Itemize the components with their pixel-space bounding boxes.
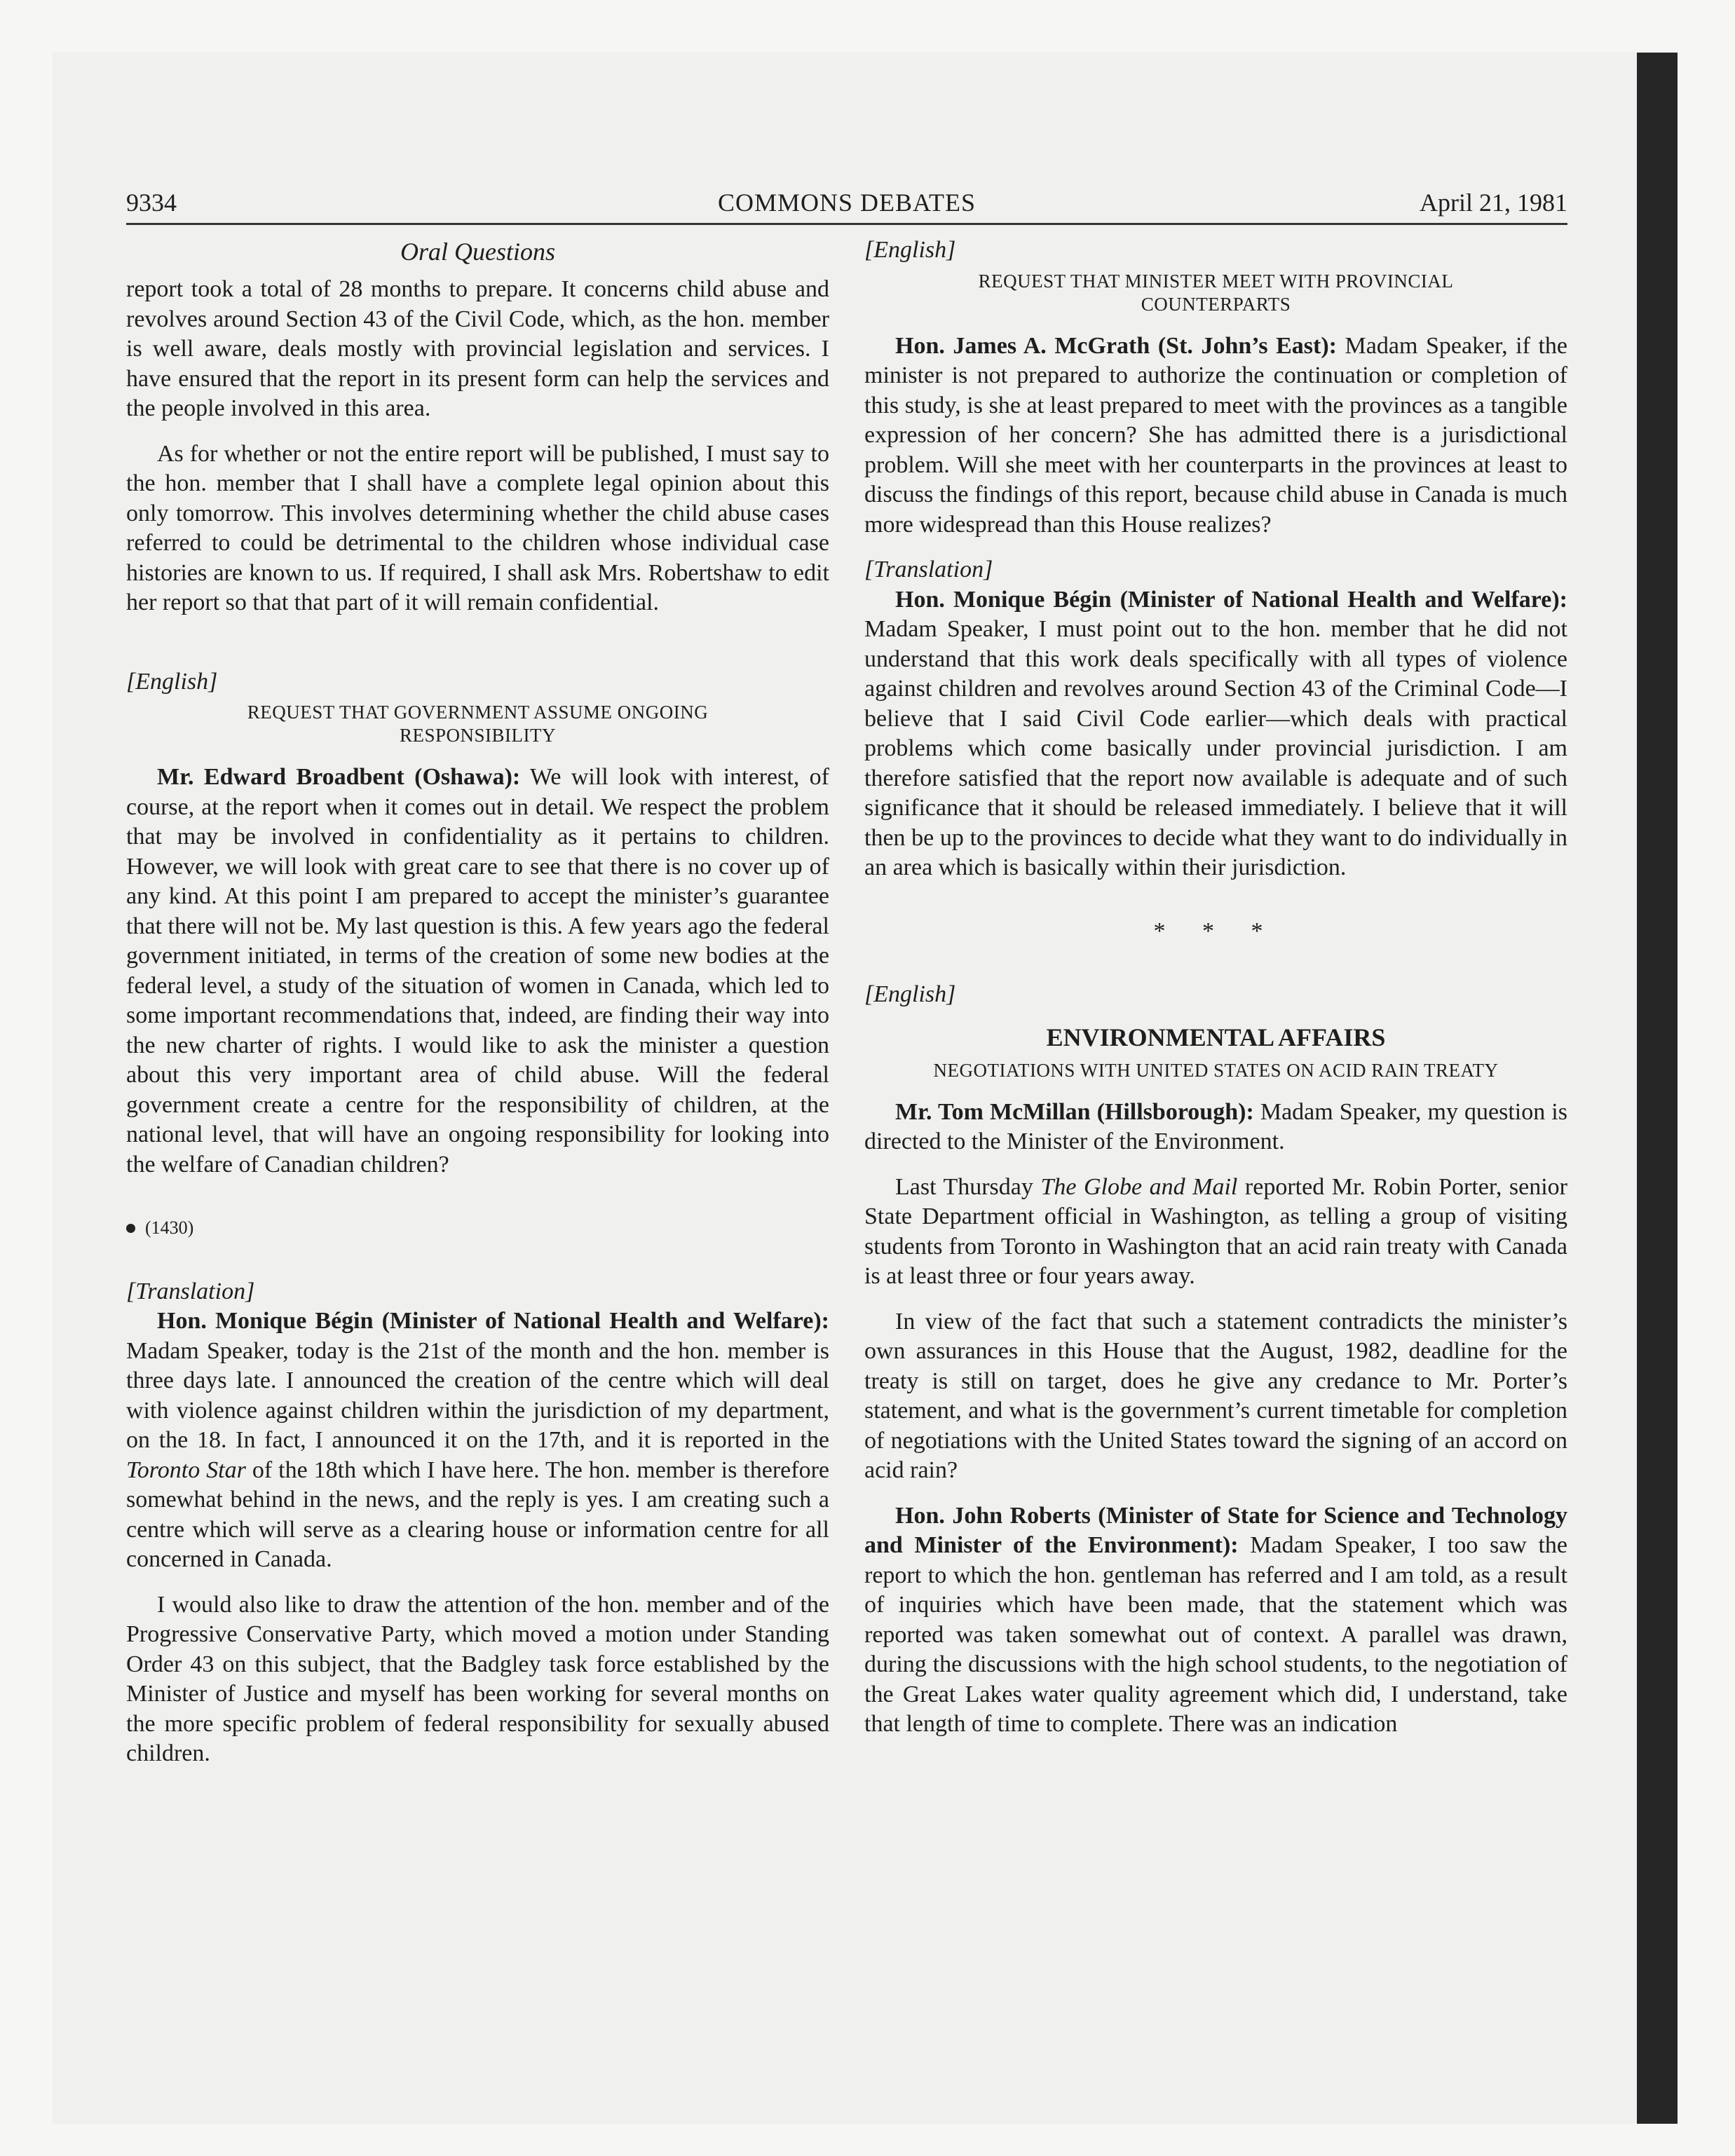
speaker-name: Hon. John Roberts (Minister of State for Science and Technology and Minister of the Environment): <box>864 1502 1567 1558</box>
speech-text: Madam Speaker, if the minister is not prepared to authorize the continuation or completion of this study, is she at least prepared to meet with the provinces as a tangible expression of her concern? She has admitted there is a jurisdictional problem. Will she meet with her counterparts in the provinces at least to discuss the findings of this report, because child abuse in Canada is much more widespread than this House realizes? <box>864 332 1567 538</box>
paragraph <box>864 1173 1567 1292</box>
speech-text: Madam Speaker, my question is directed to the Minister of the Environment. <box>864 1098 1567 1154</box>
paragraph-text: reported Mr. Robin Porter, senior State Department official in Washington, as telling a group of visiting students from Toronto in Washington that an acid rain treaty with Canada is at least three or four years away. <box>864 1173 1567 1289</box>
speech-text: Madam Speaker, today is the 21st of the month and the hon. member is three days late. I announced the creation of the centre which will deal with violence against children within the jurisdiction of my department, on the 18. In fact, I announced it on the 17th, and it is reported in the <box>126 1337 829 1453</box>
newspaper-title: The Globe and Mail <box>1040 1173 1238 1200</box>
section-subheading: NEGOTIATIONS WITH UNITED STATES ON ACID RAIN TREATY <box>933 1059 1499 1081</box>
page-header <box>126 188 1567 223</box>
publication-title: COMMONS DEBATES <box>717 189 977 217</box>
time-marker-text: (1430) <box>145 1217 194 1238</box>
speech-paragraph <box>864 1501 1567 1740</box>
language-tag: [Translation] <box>126 1278 255 1304</box>
paragraph-text: Last Thursday <box>895 1173 1041 1200</box>
section-heading: ENVIRONMENTAL AFFAIRS <box>1046 1023 1386 1051</box>
newspaper-title: Toronto Star <box>126 1456 246 1483</box>
time-marker <box>126 1213 829 1243</box>
paragraph: In view of the fact that such a statement contradicts the minister’s own assurances in this House that the August, 1982, deadline for the treaty is still on target, does he give any credance to Mr. Porter’s statement, and what is the government’s current timetable for completion of negotiations with the United States toward the signing of an accord on acid rain? <box>864 1308 1567 1483</box>
language-tag: [Translation] <box>864 557 993 582</box>
paragraph: As for whether or not the entire report will be published, I must say to the hon. member that I shall have a complete legal opinion about this only tomorrow. This involves determining whether the child abuse cases referred to could be detrimental to the children whose individual case histories are known to us. If required, I shall ask Mrs. Robertshaw to edit her report so that that part of it will remain confidential. <box>126 440 829 615</box>
bullet-icon <box>126 1224 135 1233</box>
speech-text: Madam Speaker, I must point out to the hon. member that he did not understand that this work deals specifically with all types of violence against children and revolves around Section 43 of the Criminal Code—I believe that I said Civil Code earlier—which deals with practical problems which come basically under provincial jurisdiction. I am therefore satisfied that the report now available is adequate and of such significance that it should be released immediately. I believe that it will then be up to the provinces to decide what they want to do individually in an area which is basically within their jurisdiction. <box>864 616 1567 880</box>
speech-paragraph <box>864 585 1567 883</box>
paragraph: I would also like to draw the attention of the hon. member and of the Progressive Conservative Party, which moved a motion under Standing Order 43 on this subject, that the Badgley task force established by the Minister of Justice and myself has been working for several months on the more specific problem of federal responsibility for sexually abused children. <box>126 1591 829 1766</box>
speech-paragraph <box>864 1098 1567 1157</box>
speaker-name: Hon. Monique Bégin (Minister of National Health and Welfare): <box>157 1308 829 1334</box>
speech-text: We will look with interest, of course, at the report when it comes out in detail. We respect the problem that may be involved in confidentiality as it pertains to children. However, we will look with great care to see that there is no cover up of any kind. At this point I am prepared to accept the minister’s guarantee that there will not be. My last question is this. A few years ago the federal government initiated, in terms of the creation of some new bodies at the federal level, a study of the situation of women in Canada, which led to some important recommendations that, indeed, are finding their way into the new charter of rights. I would like to ask the minister a question about this very important area of child abuse. Will the federal government create a centre for the responsibility of children, at the national level, that will have an ongoing responsibility for looking into the welfare of Canadian children? <box>126 764 830 1178</box>
speech-paragraph <box>126 763 829 1180</box>
speaker-name: Mr. Tom McMillan (Hillsborough): <box>895 1098 1254 1125</box>
header-rule <box>126 223 1567 225</box>
speech-paragraph <box>864 332 1567 540</box>
left-column <box>126 236 829 1769</box>
speech-paragraph <box>126 1306 829 1575</box>
right-column <box>864 236 1567 1740</box>
language-tag: [English] <box>864 981 956 1007</box>
language-tag: [English] <box>864 237 956 263</box>
page-number: 9334 <box>126 189 177 217</box>
speaker-name: Mr. Edward Broadbent (Oshawa): <box>157 764 521 790</box>
speech-text: Madam Speaker, I too saw the report to which the hon. gentleman has referred and I am told, as a result of inquiries which have been made, that the statement which was reported was taken somewhat out of context. A parallel was drawn, during the discussions with the high school students, to the negotiation of the Great Lakes water quality agreement which did, I understand, take that length of time to complete. There was an indication <box>864 1532 1567 1737</box>
speech-text: of the 18th which I have here. The hon. member is therefore somewhat behind in the news, and the reply is yes. I am creating such a centre which will serve as a clearing house or information centre for all concerned in Canada. <box>126 1456 829 1572</box>
section-subheading: REQUEST THAT GOVERNMENT ASSUME ONGOING RESPONSIBILITY <box>247 702 709 746</box>
running-title: Oral Questions <box>400 238 555 266</box>
section-subheading: REQUEST THAT MINISTER MEET WITH PROVINCIAL COUNTERPARTS <box>978 270 1454 315</box>
language-tag: [English] <box>126 668 218 695</box>
section-separator: * * * <box>1153 917 1279 944</box>
speaker-name: Hon. James A. McGrath (St. John’s East): <box>895 332 1337 359</box>
speaker-name: Hon. Monique Bégin (Minister of National Health and Welfare): <box>895 586 1567 613</box>
scan-edge-shadow <box>1637 53 1678 2124</box>
issue-date: April 21, 1981 <box>1420 189 1567 217</box>
paragraph: report took a total of 28 months to prepare. It concerns child abuse and revolves around Section 43 of the Civil Code, which, as the hon. member is well aware, deals mostly with provincial legislation and services. I have ensured that the report in its present form can help the services and the people involved in this area. <box>126 276 829 421</box>
